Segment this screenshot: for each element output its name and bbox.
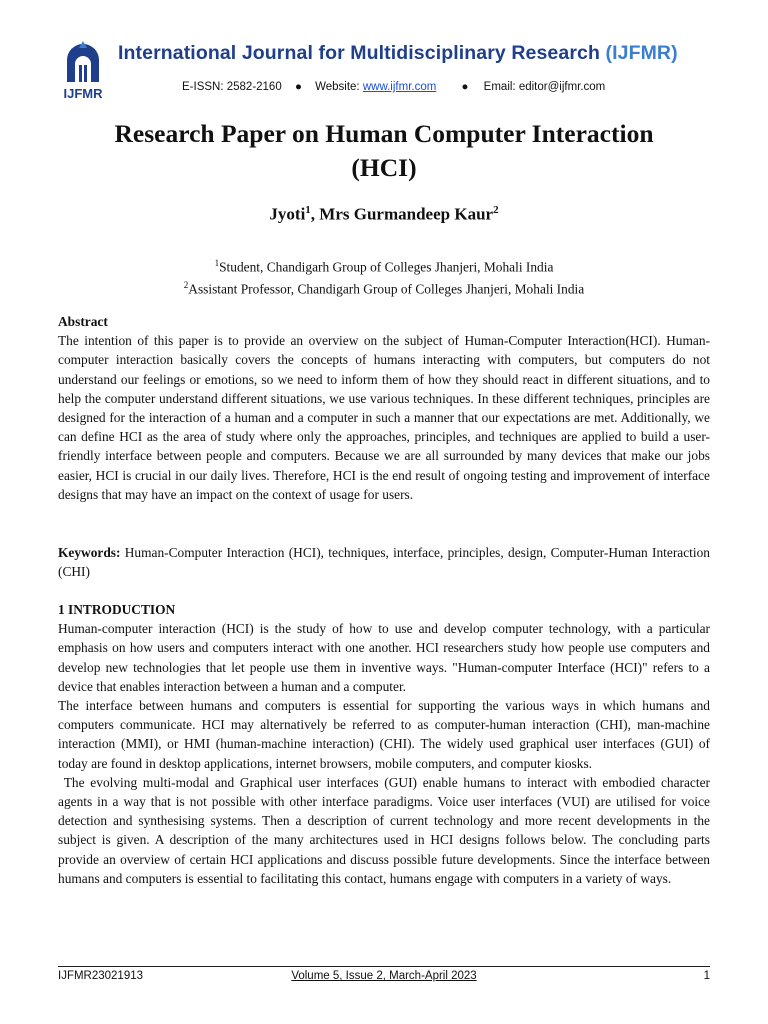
journal-abbr: (IJFMR) xyxy=(605,42,678,64)
keywords-text: Human-Computer Interaction (HCI), techniques, interface, principles, design, Computer-Human Interaction (CHI) xyxy=(58,545,710,580)
introduction-section xyxy=(58,600,714,888)
author-2-name: Mrs Gurmandeep Kaur xyxy=(319,204,494,224)
paper-id: IJFMR23021913 xyxy=(58,970,144,982)
keywords-section xyxy=(58,543,710,581)
intro-paragraph-1: Human-computer interaction (HCI) is the study of how to use and develop computer technology, with a particular emphasis on how users and computers interact with one another. HCI researchers study how people use computers and develop new technologies that let people use them in inventive ways. "Human-computer Interface (HCI)" refers to a device that enables interaction between a human and a computer. xyxy=(58,621,710,694)
keywords-label: Keywords: xyxy=(58,545,121,560)
introduction-heading: 1 INTRODUCTION xyxy=(58,602,176,617)
affiliation-1 xyxy=(40,254,728,276)
website-link[interactable]: www.ijfmr.com xyxy=(362,81,437,93)
affiliation-1-sup: 1 xyxy=(214,258,220,268)
title-line-1: Research Paper on Human Computer Interaction xyxy=(114,119,654,148)
abstract-section xyxy=(58,312,710,504)
affiliations xyxy=(40,254,728,299)
affiliation-2 xyxy=(40,276,728,298)
ijfmr-logo-icon xyxy=(58,38,108,100)
authors xyxy=(40,204,728,225)
volume-issue: Volume 5, Issue 2, March-April 2023 xyxy=(291,970,477,982)
author-2-sup: 2 xyxy=(493,204,499,216)
journal-name: International Journal for Multidisciplinary Research xyxy=(118,42,600,64)
abstract-text: The intention of this paper is to provide an overview on the subject of Human-Computer Interaction(HCI). Human-computer interaction basically covers the concepts of humans interacting with computers, but computers do not understand our feelings or emotions, so we need to inform them of how they should react in different situations, and to help the computer understand different situations, we use various techniques. In these different techniques, principles are designed for the interaction of a human and a computer in such a manner that our expectations are met. Additionally, we can define HCI as the area of study where only the approaches, principles, and techniques are applied to build a user-friendly interface between people and computers. Because we are all surrounded by many devices that make our jobs easier, HCI is crucial in our daily lives. Therefore, HCI is the end result of ongoing testing and improvement of interface designs that may have an impact on the context of usage for users. xyxy=(58,333,710,502)
journal-title xyxy=(118,42,678,65)
abstract-heading: Abstract xyxy=(58,314,108,329)
author-separator: , xyxy=(310,204,320,224)
title-line-2: (HCI) xyxy=(351,153,417,182)
author-1-sup: 1 xyxy=(305,204,311,216)
journal-header xyxy=(58,38,718,100)
footer-divider xyxy=(58,966,710,967)
paper-title xyxy=(40,117,728,185)
bullet-icon: ● xyxy=(461,81,469,93)
affiliation-1-text: Student, Chandigarh Group of Colleges Jhanjeri, Mohali India xyxy=(219,259,554,275)
header-info xyxy=(182,81,605,93)
page-number: 1 xyxy=(703,970,710,982)
website-label: Website: xyxy=(315,81,360,93)
eissn: E-ISSN: 2582-2160 xyxy=(182,81,282,93)
affiliation-2-text: Assistant Professor, Chandigarh Group of Colleges Jhanjeri, Mohali India xyxy=(188,281,585,297)
author-1-name: Jyoti xyxy=(269,204,306,224)
intro-paragraph-2: The interface between humans and computers is essential for supporting the various ways in which humans and computers communicate. HCI may alternatively be referred to as computer-human interaction (CHI), man-machine interaction (MMI), or HMI (human-machine interaction) (CHI). The widely used graphical user interfaces (GUI) of today are found in desktop applications, internet browsers, mobile computers, and computer kiosks. xyxy=(58,698,710,771)
keywords-paragraph xyxy=(58,543,710,581)
email: Email: editor@ijfmr.com xyxy=(483,81,606,93)
logo-text: IJFMR xyxy=(63,86,103,100)
bullet-icon: ● xyxy=(294,81,302,93)
intro-paragraph-3: The evolving multi-modal and Graphical user interfaces (GUI) enable humans to interact with embodied character agents in a way that is not possible with other interface paradigms. Voice user interfaces (VUI) are utilised for voice detection and synthesising systems. Then a description of current technology and more recent developments in the subject is given. A description of the many architectures used in HCI designs follows below. The concluding parts provide an overview of certain HCI applications and discuss possible future developments. Since the interface between humans and computers is essential to facilitating this contact, humans engage with computers in a variety of ways. xyxy=(58,774,714,886)
affiliation-2-sup: 2 xyxy=(183,280,189,291)
